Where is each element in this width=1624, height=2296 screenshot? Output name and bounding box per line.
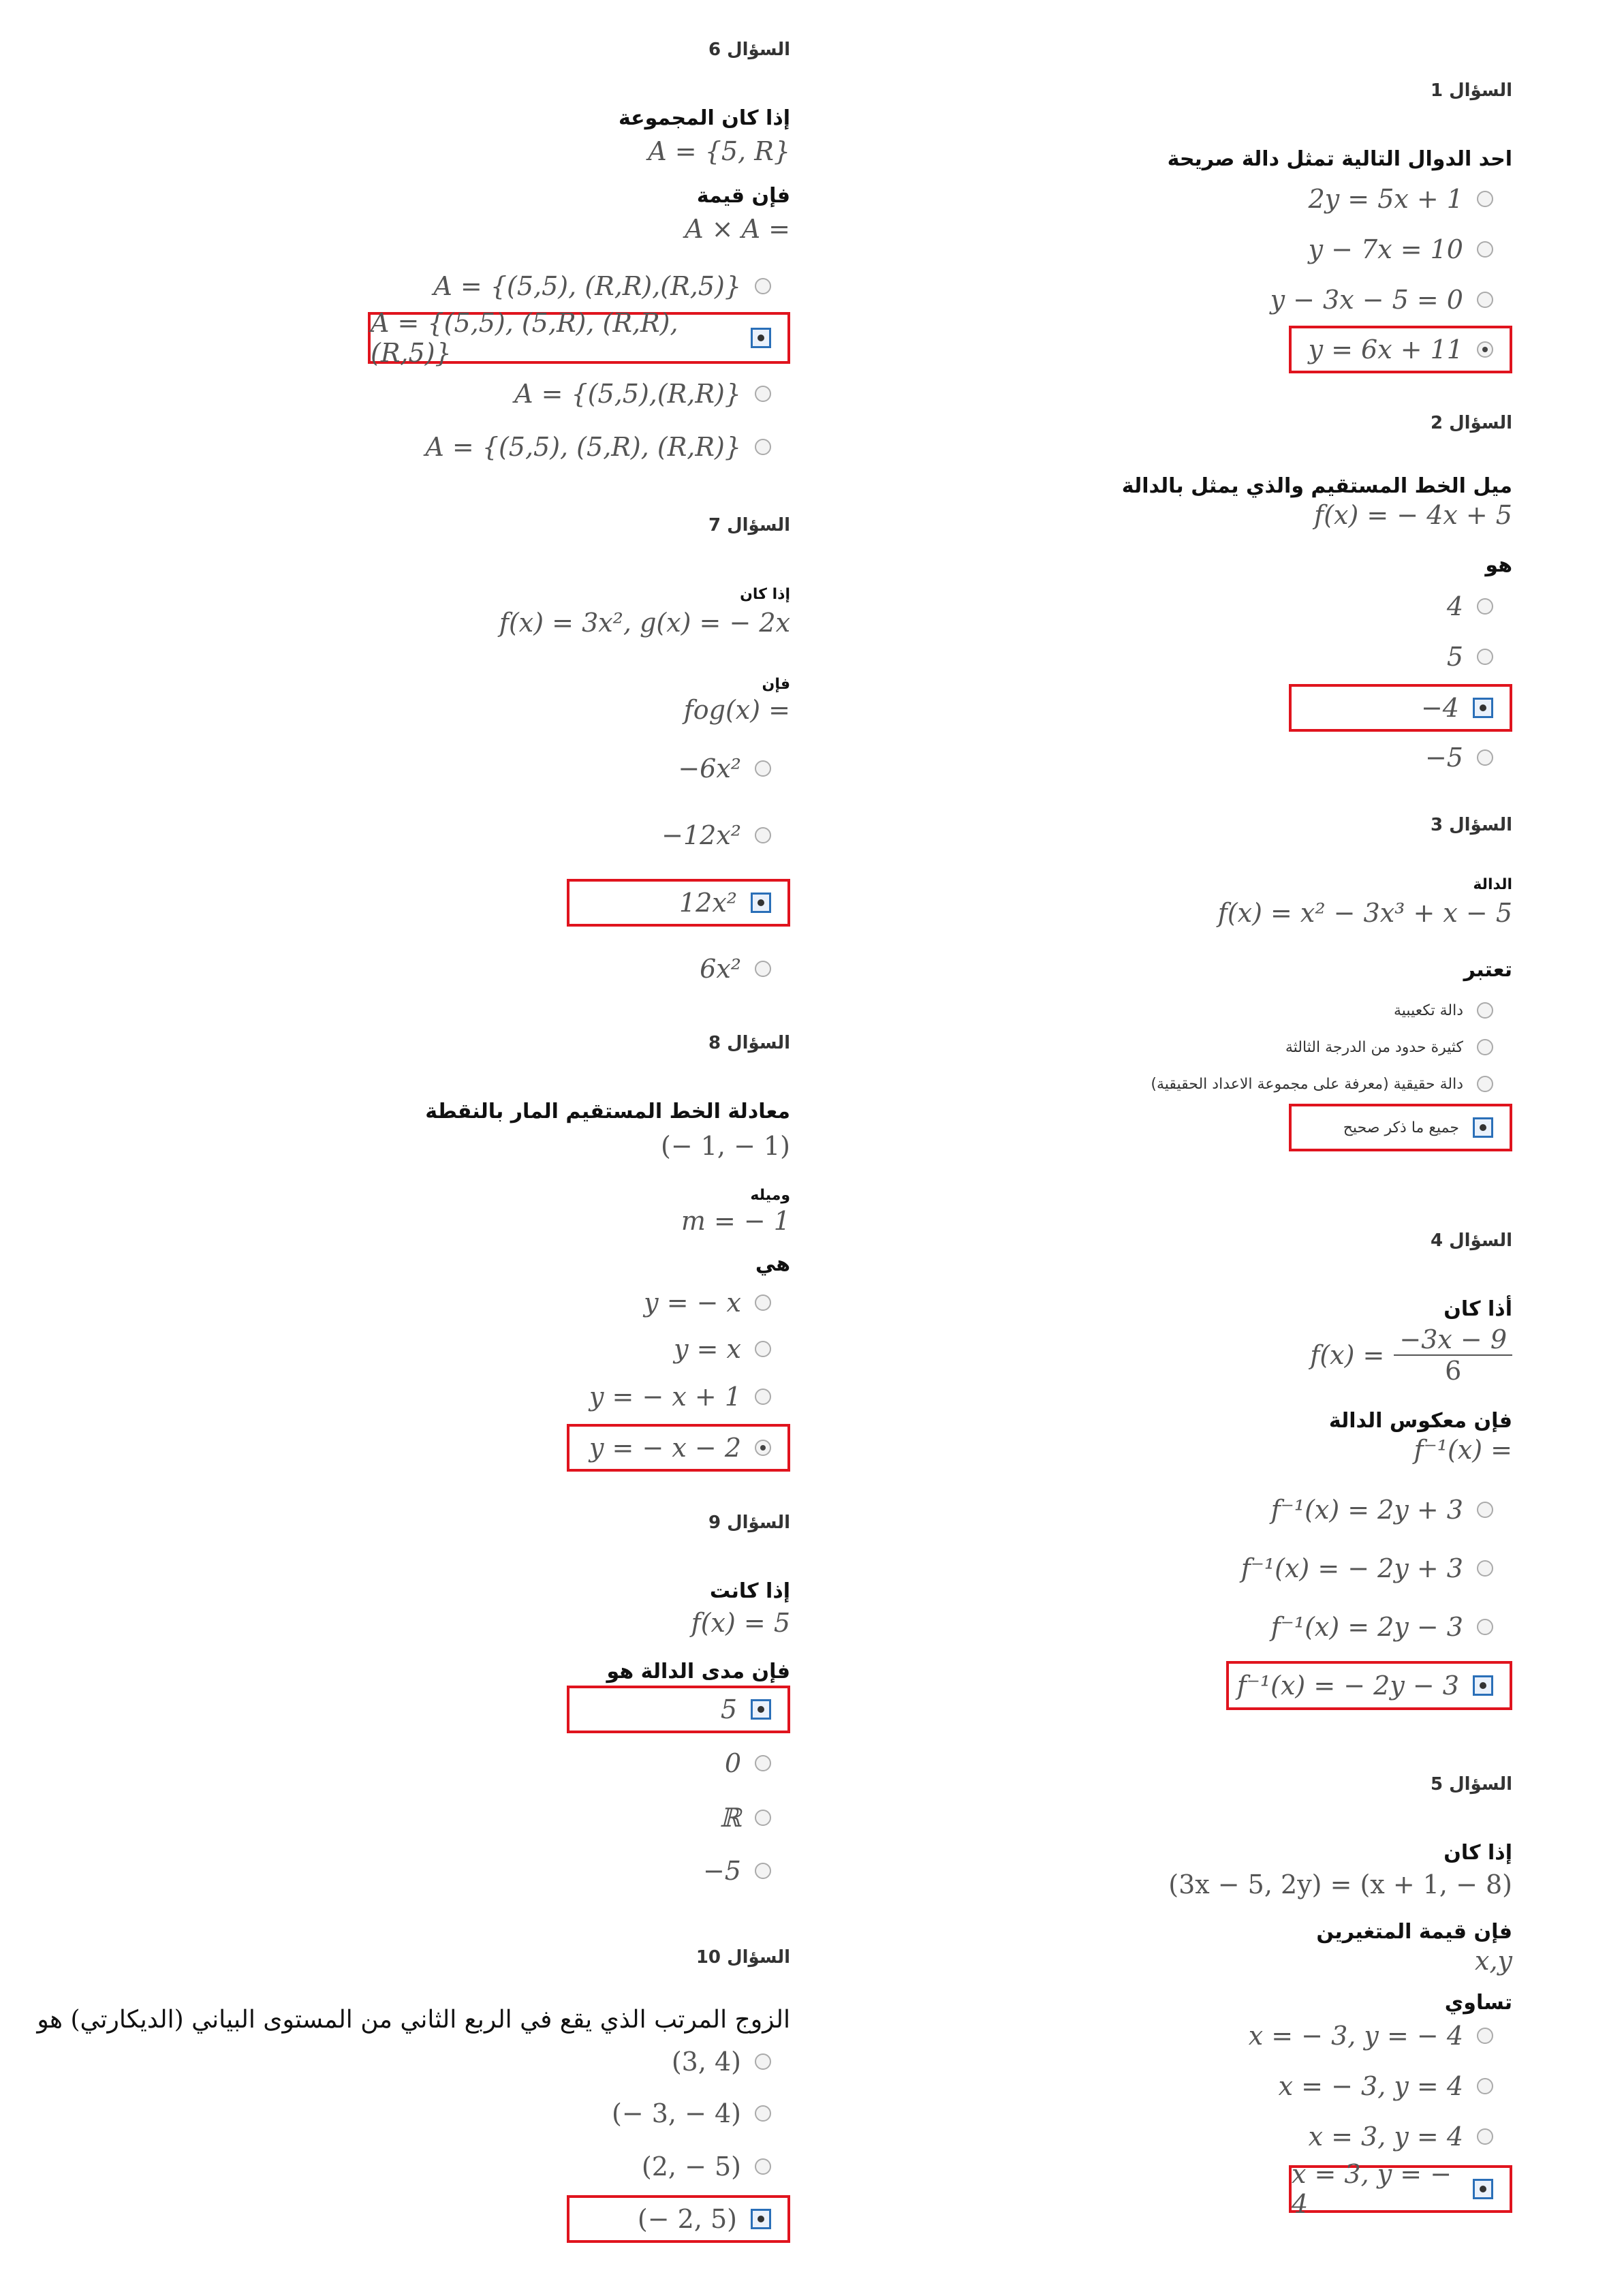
radio-button[interactable]	[1473, 698, 1493, 718]
question-prompt: الزوج المرتب الذي يقع في الربع الثاني من المستوى البياني (الديكارتي) هو	[37, 2006, 790, 2034]
question-3	[790, 815, 1512, 1155]
option-label: ℝ	[719, 1803, 741, 1833]
radio-button[interactable]	[1477, 2128, 1493, 2145]
option-label: 5	[720, 1694, 737, 1724]
option-label: y = − x − 2	[589, 1433, 741, 1463]
option-label: 2y = 5x + 1	[1308, 184, 1463, 214]
option-label: كثيرة حدود من الدرجة الثالثة	[1285, 1038, 1463, 1056]
option-3[interactable]	[719, 1796, 790, 1840]
radio-button[interactable]	[1477, 1039, 1493, 1055]
option-1[interactable]	[1447, 585, 1512, 628]
option-2[interactable]	[1309, 228, 1512, 271]
option-3[interactable]	[589, 1375, 790, 1418]
option-3[interactable]	[1270, 278, 1512, 322]
prompt-word: إذا كان	[740, 586, 790, 603]
function-expression: f(x) = − 4x + 5	[1314, 500, 1512, 530]
set-expression: A = {5, R}	[648, 136, 790, 166]
question-1	[790, 80, 1512, 373]
numerator: −3x − 9	[1394, 1324, 1512, 1356]
option-label: جميع ما ذكر صحيح	[1343, 1119, 1459, 1136]
radio-button[interactable]	[755, 386, 771, 402]
question-prompt: معادلة الخط المستقيم المار بالنقطة	[425, 1100, 790, 1123]
option-4[interactable]	[425, 425, 790, 469]
option-label: −6x²	[678, 754, 741, 784]
option-3[interactable]	[514, 372, 790, 416]
radio-button[interactable]	[755, 278, 771, 294]
radio-button[interactable]	[1477, 1502, 1493, 1518]
fraction	[1394, 1324, 1512, 1386]
function-expression: f(x) = 5	[691, 1608, 790, 1638]
radio-button[interactable]	[755, 1755, 771, 1771]
question-number: السؤال 4	[1430, 1230, 1512, 1251]
question-number: السؤال 5	[1430, 1774, 1512, 1795]
question-9	[68, 1512, 790, 1908]
radio-button[interactable]	[755, 439, 771, 455]
radio-button[interactable]	[1477, 649, 1493, 665]
option-1[interactable]	[1309, 177, 1512, 221]
radio-button[interactable]	[751, 2209, 771, 2229]
option-4[interactable]	[1425, 736, 1512, 779]
prompt-word: إذا كانت	[709, 1579, 790, 1603]
option-label: y = − x + 1	[589, 1382, 741, 1412]
option-label: y = 6x + 11	[1308, 335, 1463, 364]
option-2[interactable]	[725, 1741, 790, 1785]
option-label: (2, − 5)	[641, 2152, 741, 2182]
prompt-word: هو	[1485, 553, 1512, 577]
radio-button[interactable]	[755, 760, 771, 777]
radio-button[interactable]	[755, 827, 771, 843]
question-5	[790, 1774, 1512, 2237]
option-4-selected[interactable]	[567, 1424, 790, 1472]
radio-button[interactable]	[1477, 1560, 1493, 1577]
option-3-selected[interactable]	[1289, 684, 1512, 732]
radio-button[interactable]	[755, 2053, 771, 2070]
radio-button[interactable]	[1477, 598, 1493, 615]
radio-button[interactable]	[751, 1699, 771, 1720]
prompt-word: أذا كان	[1443, 1297, 1512, 1321]
option-label: y − 7x = 10	[1308, 234, 1463, 264]
radio-button[interactable]	[755, 1341, 771, 1357]
option-3[interactable]	[1271, 1605, 1512, 1649]
question-number: السؤال 8	[708, 1033, 790, 1053]
function-lhs: f(x) =	[1310, 1340, 1385, 1370]
option-label: 5	[1446, 642, 1463, 672]
option-label: −4	[1420, 693, 1459, 723]
cartesian-product-expression: A × A =	[685, 214, 790, 244]
option-label: (− 3, − 4)	[612, 2098, 741, 2128]
option-4-selected[interactable]	[1289, 2159, 1512, 2219]
option-1[interactable]	[1271, 1488, 1512, 1532]
option-label: دالة تكعيبية	[1394, 1002, 1463, 1019]
radio-button[interactable]	[755, 1810, 771, 1826]
question-6	[68, 40, 790, 476]
option-1[interactable]	[678, 747, 790, 790]
question-8	[68, 1033, 790, 1496]
option-label: 0	[724, 1748, 741, 1778]
option-label: y − 3x − 5 = 0	[1270, 285, 1463, 315]
radio-button[interactable]	[755, 1389, 771, 1405]
question-10	[37, 1947, 790, 2274]
option-label: −5	[702, 1856, 741, 1886]
option-2[interactable]	[1279, 2064, 1512, 2108]
option-4-selected[interactable]	[1289, 326, 1512, 373]
option-2[interactable]	[674, 1327, 790, 1371]
option-label: A = {(5,5), (R,R),(R,5)}	[433, 271, 741, 301]
option-4-selected[interactable]	[1226, 1661, 1512, 1710]
question-prompt: ميل الخط المستقيم والذي يمثل بالدالة	[1121, 474, 1512, 498]
option-label: x = 3, y = 4	[1308, 2122, 1463, 2152]
question-prompt: احد الدوال التالية تمثل دالة صريحة	[1167, 147, 1512, 171]
radio-button[interactable]	[1477, 1619, 1493, 1635]
option-2[interactable]	[1447, 635, 1512, 679]
fraction-expression	[1310, 1324, 1512, 1386]
prompt-word: فإن قيمة	[696, 184, 790, 208]
function-expression: f(x) = x² − 3x³ + x − 5	[1217, 898, 1512, 928]
radio-button[interactable]	[1477, 2028, 1493, 2044]
option-label: y = − x	[644, 1288, 741, 1318]
composition-expression: fog(x) =	[683, 695, 790, 725]
radio-button[interactable]	[1477, 1002, 1493, 1019]
radio-button[interactable]	[1477, 749, 1493, 766]
ordered-pair-equation: (3x − 5, 2y) = (x + 1, − 8)	[1168, 1870, 1512, 1899]
radio-button[interactable]	[1477, 292, 1493, 308]
option-label: y = x	[674, 1334, 741, 1364]
radio-button[interactable]	[755, 1440, 771, 1456]
radio-button[interactable]	[1477, 341, 1493, 358]
question-number: السؤال 1	[1430, 80, 1512, 101]
prompt-word: وميله	[750, 1187, 790, 1204]
option-3[interactable]	[1309, 2115, 1512, 2158]
prompt-word: إذا كان	[1443, 1841, 1512, 1865]
option-label: f⁻¹(x) = 2y + 3	[1270, 1495, 1463, 1525]
option-label: A = {(5,5),(R,R)}	[514, 379, 741, 409]
prompt-word: الدالة	[1473, 876, 1512, 893]
radio-button[interactable]	[755, 961, 771, 977]
prompt-word: تساوي	[1444, 1991, 1512, 2015]
option-label: f⁻¹(x) = − 2y − 3	[1236, 1671, 1459, 1701]
prompt-word: تعتبر	[1463, 958, 1512, 982]
option-label: دالة حقيقية (معرفة على مجموعة الاعداد الحقيقية)	[1151, 1075, 1463, 1093]
radio-button[interactable]	[755, 1863, 771, 1879]
question-number: السؤال 9	[708, 1512, 790, 1533]
question-prompt: فإن مدى الدالة هو	[606, 1660, 790, 1684]
option-label: A = {(5,5), (5,R), (R,R),(R,5)}	[371, 308, 678, 368]
option-label: 12x²	[678, 888, 737, 918]
function-expression: f(x) = 3x², g(x) = − 2x	[499, 608, 790, 638]
option-2[interactable]	[661, 813, 790, 857]
option-label: x = − 3, y = 4	[1278, 2071, 1463, 2101]
radio-button[interactable]	[1477, 191, 1493, 207]
option-label: f⁻¹(x) = − 2y + 3	[1240, 1553, 1463, 1583]
radio-button[interactable]	[1473, 1675, 1493, 1696]
option-label: (− 2, 5)	[637, 2204, 737, 2234]
question-number: السؤال 7	[708, 515, 790, 536]
radio-button[interactable]	[751, 893, 771, 913]
option-1[interactable]	[1394, 992, 1512, 1029]
option-label: x = − 3, y = − 4	[1248, 2021, 1463, 2051]
prompt-word: هي	[755, 1252, 790, 1276]
variables: x,y	[1475, 1946, 1512, 1976]
radio-button[interactable]	[1473, 1117, 1493, 1138]
option-label: (3, 4)	[671, 2047, 741, 2077]
question-4	[790, 1230, 1512, 1735]
option-4[interactable]	[700, 947, 790, 991]
option-label: f⁻¹(x) = 2y − 3	[1270, 1612, 1463, 1642]
option-4-selected[interactable]	[567, 2195, 790, 2243]
denominator: 6	[1445, 1356, 1462, 1386]
option-label: A = {(5,5), (5,R), (R,R)}	[425, 432, 741, 462]
radio-button[interactable]	[755, 2105, 771, 2122]
option-label: −12x²	[661, 820, 741, 850]
option-3-selected[interactable]	[567, 879, 790, 927]
option-1[interactable]	[1249, 2014, 1512, 2058]
option-3[interactable]	[642, 2145, 790, 2188]
question-prompt: فإن معكوس الدالة	[1328, 1409, 1512, 1433]
radio-button[interactable]	[1477, 1076, 1493, 1092]
option-label: 4	[1446, 591, 1463, 621]
option-label: −5	[1424, 743, 1463, 773]
question-7	[68, 515, 790, 1006]
option-1[interactable]	[672, 2040, 790, 2083]
prompt-word: فإن	[762, 676, 790, 693]
point-expression: (− 1, − 1)	[661, 1131, 790, 1161]
radio-button[interactable]	[1477, 2078, 1493, 2094]
option-3[interactable]	[1151, 1066, 1512, 1102]
question-prompt: إذا كان المجموعة	[618, 106, 790, 130]
radio-button[interactable]	[755, 2158, 771, 2175]
option-2-selected[interactable]	[368, 308, 790, 368]
question-number: السؤال 10	[696, 1947, 790, 1968]
option-4-selected[interactable]	[1289, 1104, 1512, 1151]
question-number: السؤال 6	[708, 40, 790, 60]
radio-button[interactable]	[1477, 241, 1493, 258]
question-prompt: فإن قيمة المتغيرين	[1316, 1920, 1512, 1944]
option-1[interactable]	[644, 1281, 790, 1324]
question-number: السؤال 2	[1430, 413, 1512, 433]
inverse-expression: f⁻¹(x) =	[1414, 1435, 1512, 1465]
option-1-selected[interactable]	[567, 1686, 790, 1733]
option-4[interactable]	[703, 1849, 790, 1893]
option-label: x = 3, y = − 4	[1292, 2159, 1452, 2219]
option-label: 6x²	[700, 954, 741, 984]
option-2[interactable]	[1241, 1547, 1512, 1590]
option-1[interactable]	[433, 264, 790, 308]
option-2[interactable]	[612, 2092, 790, 2135]
radio-button[interactable]	[751, 328, 771, 348]
question-number: السؤال 3	[1430, 815, 1512, 835]
radio-button[interactable]	[1473, 2179, 1493, 2199]
question-2	[790, 413, 1512, 773]
radio-button[interactable]	[755, 1294, 771, 1311]
option-2[interactable]	[1285, 1029, 1512, 1066]
slope-expression: m = − 1	[681, 1206, 790, 1236]
